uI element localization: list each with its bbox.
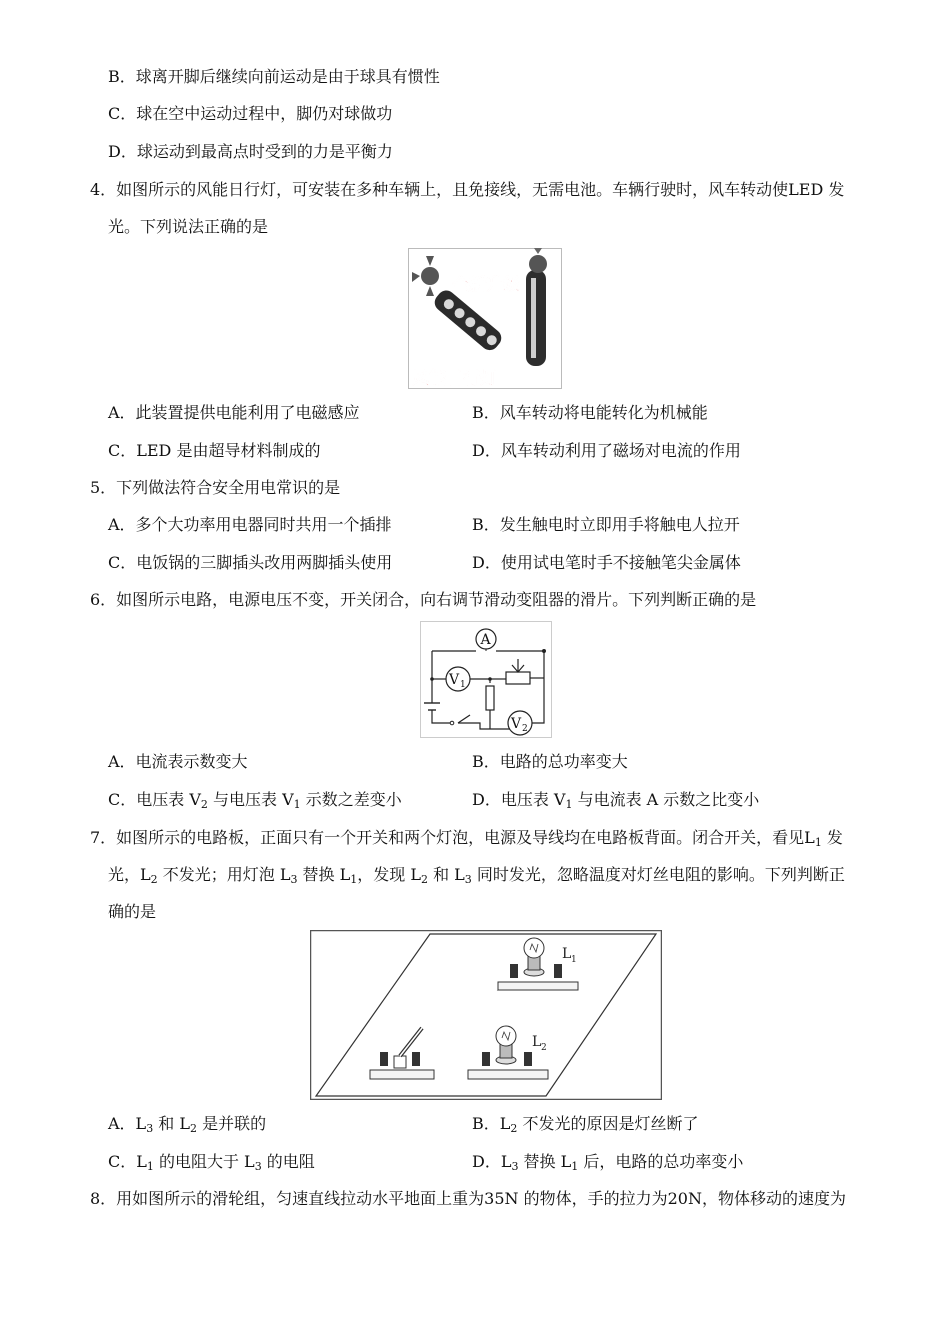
q4-option-c: C．LED 是由超导材料制成的 xyxy=(108,441,321,460)
q6-option-d: D．电压表 $V_1$ 与电流表 A 示数之比变小 xyxy=(472,790,760,811)
q5-option-b: B．发生触电时立即用手将触电人拉开 xyxy=(472,515,740,534)
lamp-l1-sub: 1 xyxy=(571,955,577,965)
q5-option-d: D．使用试电笔时手不接触笔尖金属体 xyxy=(472,553,741,572)
q4-stem-line2: 光。下列说法正确的是 xyxy=(108,217,269,236)
q6-option-a: A．电流表示数变大 xyxy=(108,752,248,771)
q7-stem-line3: 确的是 xyxy=(108,902,157,921)
voltmeter-v1-symbol xyxy=(446,667,470,691)
q7-option-d: D．$L_3$ 替换 $L_1$ 后，电路的总功率变小 xyxy=(472,1152,744,1173)
lamp-l2-sub: 2 xyxy=(541,1043,547,1053)
q3-option-d: D．球运动到最高点时受到的力是平衡力 xyxy=(108,142,393,161)
figure-label-product: 风能日行灯 xyxy=(412,369,497,389)
circuit-board-figure xyxy=(310,930,662,1100)
q6-stem: 6．如图所示电路，电源电压不变，开关闭合，向右调节滑动变阻器的滑片。下列判断正确的是 xyxy=(90,590,757,609)
q4-option-d: D．风车转动利用了磁场对电流的作用 xyxy=(472,441,741,460)
q5-option-a: A．多个大功率用电器同时共用一个插排 xyxy=(108,515,392,534)
figure-label-upgrade: 全新升级 xyxy=(452,275,520,295)
voltmeter-v1-label: V xyxy=(449,672,460,688)
q7-stem-line2: 光，$L_2$ 不发光；用灯泡 $L_3$ 替换 $L_1$，发现 $L_2$ 和 $L_3$ 同时发光，忽略温度对灯丝电阻的影响。下列判断正 xyxy=(108,865,845,886)
wind-daytime-light-figure xyxy=(408,248,562,389)
q4-stem-line1: 4．如图所示的风能日行灯，可安装在多种车辆上，且免接线，无需电池。车辆行驶时，风车转动使LED 发 xyxy=(90,180,845,199)
voltmeter-v1-sub: 1 xyxy=(460,680,466,690)
q7-option-a: A．$L_3$ 和 $L_2$ 是并联的 xyxy=(108,1114,267,1135)
voltmeter-v2-symbol xyxy=(508,711,532,735)
q5-option-c: C．电饭锅的三脚插头改用两脚插头使用 xyxy=(108,553,393,572)
q8-stem: 8．用如图所示的滑轮组，匀速直线拉动水平地面上重为35N 的物体，手的拉力为20N，物体移动的速度为 xyxy=(90,1189,846,1208)
q4-option-a: A．此装置提供电能利用了电磁感应 xyxy=(108,403,360,422)
q7-option-c: C．$L_1$ 的电阻大于 $L_3$ 的电阻 xyxy=(108,1152,315,1173)
circuit-diagram-q6 xyxy=(420,621,552,738)
q5-stem: 5．下列做法符合安全用电常识的是 xyxy=(90,478,341,497)
q6-option-c: C．电压表 $V_2$ 与电压表 $V_1$ 示数之差变小 xyxy=(108,790,402,811)
ammeter-symbol xyxy=(476,629,496,649)
q7-option-b: B．$L_2$ 不发光的原因是灯丝断了 xyxy=(472,1114,699,1135)
voltmeter-v2-label: V xyxy=(511,716,522,732)
lamp-l1-label: L xyxy=(562,946,572,962)
q7-stem-line1: 7．如图所示的电路板，正面只有一个开关和两个灯泡，电源及导线均在电路板背面。闭合开关，看见$L_1$ 发 xyxy=(90,828,843,849)
ammeter-label: A xyxy=(480,632,491,648)
q4-option-b: B．风车转动将电能转化为机械能 xyxy=(472,403,708,422)
q6-option-b: B．电路的总功率变大 xyxy=(472,752,628,771)
q3-option-b: B．球离开脚后继续向前运动是由于球具有惯性 xyxy=(108,67,440,86)
lamp-l2-label: L xyxy=(532,1034,542,1050)
voltmeter-v2-sub: 2 xyxy=(522,724,528,734)
q3-option-c: C．球在空中运动过程中，脚仍对球做功 xyxy=(108,104,393,123)
